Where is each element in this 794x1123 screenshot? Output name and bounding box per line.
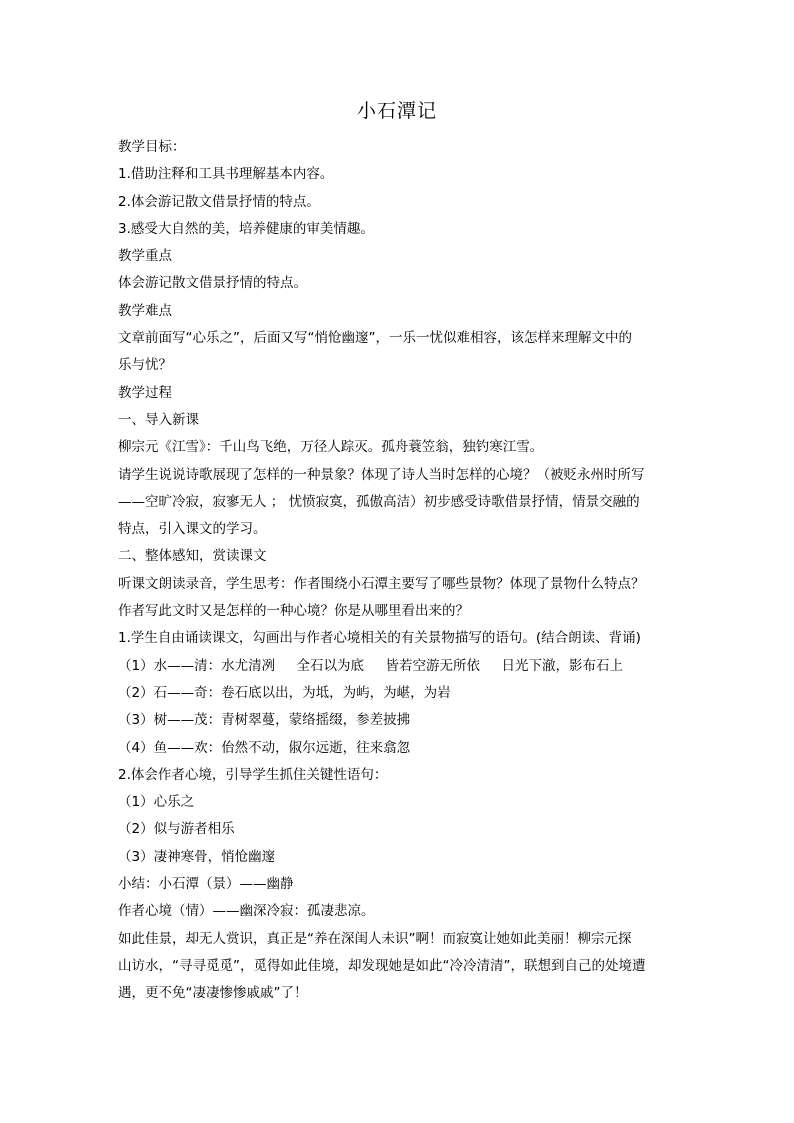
text-line: 听课文朗读录音，学生思考：作者围绕小石潭主要写了哪些景物？体现了景物什么特点？ bbox=[118, 575, 645, 592]
text-line: 教学难点 bbox=[118, 302, 172, 319]
text-line: 文章前面写“心乐之”，后面又写“悄怆幽邃”，一乐一忧似难相容，该怎样来理解文中的 bbox=[118, 330, 632, 347]
text-line: 特点，引入课文的学习。 bbox=[118, 521, 267, 538]
text-line: 如此佳景，却无人赏识，真正是“养在深闺人未识”啊！而寂寞让她如此美丽！柳宗元探 bbox=[118, 930, 632, 947]
text-line: （2）似与游者相乐 bbox=[118, 821, 235, 838]
text-line: 教学重点 bbox=[118, 248, 172, 265]
text-line: （4）鱼——欢：佁然不动，俶尔远逝，往来翕忽 bbox=[118, 739, 411, 756]
text-line: ——空旷冷寂，寂寥无人 ； 忧愤寂寞，孤傲高洁）初步感受诗歌借景抒情，情景交融的 bbox=[118, 493, 640, 510]
text-line: （1）心乐之 bbox=[118, 794, 195, 811]
text-line: （1）水——清：水尤清冽 全石以为底 皆若空游无所依 日光下澈，影布石上 bbox=[118, 657, 623, 674]
text-line: （3）树——茂：青树翠蔓，蒙络摇缀，参差披拂 bbox=[118, 712, 411, 729]
text-line: 小结：小石潭（景）——幽静 bbox=[118, 876, 294, 893]
text-line: 体会游记散文借景抒情的特点。 bbox=[118, 275, 307, 292]
text-line: 请学生说说诗歌展现了怎样的一种景象？体现了诗人当时怎样的心境？（被贬永州时所写 bbox=[118, 466, 645, 483]
text-line: 3.感受大自然的美，培养健康的审美情趣。 bbox=[118, 220, 374, 237]
text-line: 柳宗元《江雪》：千山鸟飞绝，万径人踪灭。孤舟蓑笠翁，独钓寒江雪。 bbox=[118, 439, 544, 456]
text-line: 1.学生自由诵读课文，勾画出与作者心境相关的有关景物描写的语句。(结合朗读、背诵) bbox=[118, 630, 641, 647]
text-line: 教学过程 bbox=[118, 384, 172, 401]
text-line: 2.体会游记散文借景抒情的特点。 bbox=[118, 193, 320, 210]
text-line: 2.体会作者心境，引导学生抓住关键性语句： bbox=[118, 766, 388, 783]
text-line: 作者写此文时又是怎样的一种心境？你是从哪里看出来的？ bbox=[118, 603, 469, 620]
text-line: 作者心境（情）——幽深冷寂：孤凄悲凉。 bbox=[118, 903, 375, 920]
text-line: 一、导入新课 bbox=[118, 411, 199, 428]
text-line: 教学目标： bbox=[118, 139, 186, 155]
text-line: 遇，更不免“凄凄惨惨戚戚”了！ bbox=[118, 985, 308, 1002]
document-body bbox=[118, 134, 678, 1008]
text-line: 二、整体感知，赏读课文 bbox=[118, 548, 267, 565]
text-line: （3）凄神寒骨，悄怆幽邃 bbox=[118, 848, 276, 865]
document-title: 小石潭记 bbox=[356, 100, 437, 122]
text-line: （2）石——奇：卷石底以出，为坻，为屿，为嵁，为岩 bbox=[118, 684, 451, 701]
text-line: 山访水，“寻寻觅觅”，觅得如此佳境，却发现她是如此“冷冷清清”，联想到自己的处境遭 bbox=[118, 957, 646, 974]
text-line: 1.借助注释和工具书理解基本内容。 bbox=[118, 166, 334, 183]
text-line: 乐与忧？ bbox=[118, 357, 172, 374]
